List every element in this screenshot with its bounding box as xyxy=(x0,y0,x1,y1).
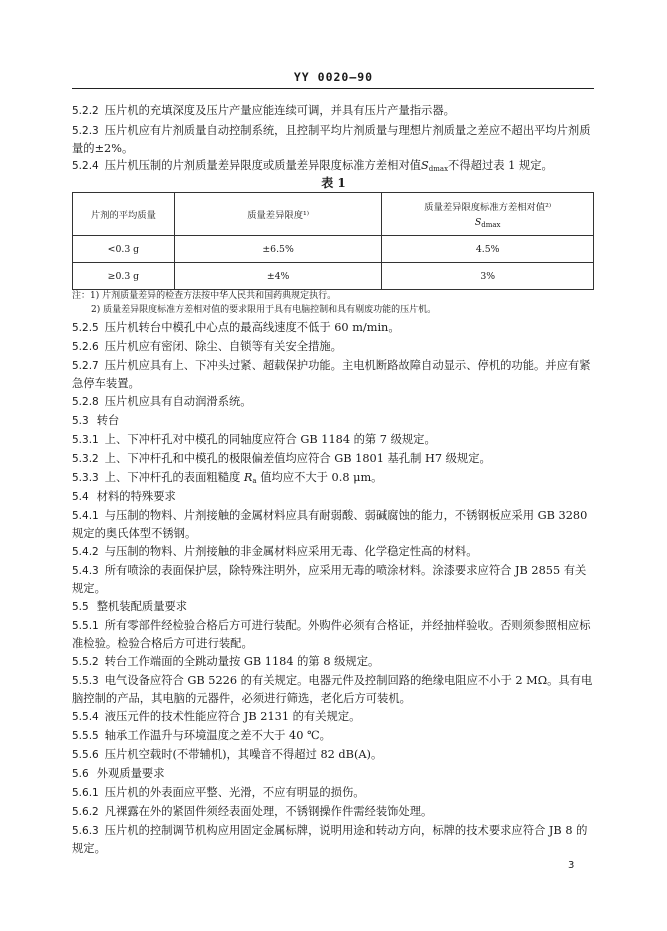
clause-5-5-6 xyxy=(72,746,596,764)
header-relative-sd-label: 质量差异限度标准方差相对值²⁾ xyxy=(424,202,552,213)
clause-text: 压片机转台中模孔中心点的最高线速度不低于 60 m/min。 xyxy=(104,321,400,334)
clause-text: 液压元件的技术性能应符合 JB 2131 的有关规定。 xyxy=(104,710,361,723)
clause-5-4-2 xyxy=(72,543,596,561)
clause-number: 5.5.2 xyxy=(72,656,99,668)
cell-sd: 3% xyxy=(382,263,594,290)
clause-text: 与压制的物料、片剂接触的金属材料应具有耐弱酸、弱碱腐蚀的能力，不锈钢板应采用 GB 3280 规定的奥氏体型不锈钢。 xyxy=(72,509,588,540)
clause-text: 压片机空载时(不带辅机)，其噪音不得超过 82 dB(A)。 xyxy=(104,748,383,761)
table-row xyxy=(73,263,594,290)
clause-5-5-4 xyxy=(72,708,596,726)
clause-text: 压片机应有密闭、除尘、自锁等有关安全措施。 xyxy=(104,340,342,353)
clause-number: 5.2.6 xyxy=(72,341,99,353)
clause-text: 所有零部件经检验合格后方可进行装配。外购件必须有合格证，并经抽样验收。否则须参照相应标准检验。检验合格后方可进行装配。 xyxy=(72,619,591,650)
clause-text: 上、下冲杆孔对中模孔的同轴度应符合 GB 1184 的第 7 级规定。 xyxy=(104,433,436,446)
clause-number: 5.4.1 xyxy=(72,510,99,522)
clause-text: 压片机的外表面应平整、光滑，不应有明显的损伤。 xyxy=(104,786,365,799)
header-average-mass: 片剂的平均质量 xyxy=(73,193,175,236)
table-header-row xyxy=(73,193,594,236)
section-title: 外观质量要求 xyxy=(96,767,165,780)
clause-number: 5.4.3 xyxy=(72,565,99,577)
table-note-1: 注：1) 片剂质量差异的检查方法按中华人民共和国药典规定执行。 xyxy=(72,291,337,301)
clause-number: 5.5.3 xyxy=(72,675,99,687)
clause-text-before: 压片机压制的片剂质量差异限度或质量差异限度标准方差相对值 xyxy=(104,159,422,172)
clause-number: 5.5.5 xyxy=(72,730,99,742)
page-number: 3 xyxy=(568,860,575,871)
symbol-s: S xyxy=(421,159,429,172)
clause-number: 5.5.4 xyxy=(72,711,99,723)
clause-5-4-3 xyxy=(72,562,596,597)
section-5-6 xyxy=(72,765,165,783)
table-note-2: 2) 质量差异限度标准方差相对值的要求限用于具有电脑控制和具有剔废功能的压片机。 xyxy=(91,305,437,315)
table-row xyxy=(73,236,594,263)
clause-5-3-1 xyxy=(72,431,596,449)
clause-text-before: 上、下冲杆孔的表面粗糙度 xyxy=(104,471,241,484)
clause-5-5-2 xyxy=(72,653,596,671)
clause-number: 5.2.8 xyxy=(72,396,99,408)
clause-5-2-6 xyxy=(72,338,596,356)
clause-5-3-2 xyxy=(72,450,596,468)
section-number: 5.3 xyxy=(72,415,89,427)
clause-text: 压片机的充填深度及压片产量应能连续可调，并具有压片产量指示器。 xyxy=(104,104,455,117)
section-title: 转台 xyxy=(96,414,120,427)
clause-text: 压片机的控制调节机构应用固定金属标牌，说明用途和转动方向，标牌的技术要求应符合 JB 8 的规定。 xyxy=(72,824,588,855)
cell-limit: ±6.5% xyxy=(174,236,382,263)
clause-text-after: 值均应不大于 0.8 μm。 xyxy=(260,471,383,484)
clause-number: 5.6.2 xyxy=(72,806,99,818)
clause-number: 5.3.3 xyxy=(72,472,99,484)
section-5-5 xyxy=(72,598,187,616)
clause-text: 与压制的物料、片剂接触的非金属材料应采用无毒、化学稳定性高的材料。 xyxy=(104,545,478,558)
section-5-4 xyxy=(72,488,176,506)
clause-number: 5.3.1 xyxy=(72,434,99,446)
clause-number: 5.2.4 xyxy=(72,160,99,172)
clause-text: 压片机应有片剂质量自动控制系统，且控制平均片剂质量与理想片剂质量之差应不超出平均片剂质量的±2%。 xyxy=(72,124,591,155)
clause-5-6-3 xyxy=(72,822,596,857)
cell-sd: 4.5% xyxy=(382,236,594,263)
header-rule xyxy=(72,88,594,89)
clause-text: 压片机应具有上、下冲头过紧、超载保护功能。主电机断路故障自动显示、停机的功能。并应有紧急停车装置。 xyxy=(72,359,591,390)
clause-5-5-1 xyxy=(72,617,596,652)
clause-5-2-7 xyxy=(72,357,596,392)
symbol-r: R xyxy=(243,471,253,484)
cell-mass: <0.3 g xyxy=(73,236,175,263)
header-mass-limit: 质量差异限度¹⁾ xyxy=(174,193,382,236)
cell-limit: ±4% xyxy=(174,263,382,290)
clause-5-6-1 xyxy=(72,784,596,802)
clause-5-2-8 xyxy=(72,393,596,411)
clause-text: 所有喷涂的表面保护层，除特殊注明外，应采用无毒的喷涂材料。涂漆要求应符合 JB 2855 有关规定。 xyxy=(72,564,587,595)
symbol-subscript: dmax xyxy=(428,165,449,173)
header-relative-sd xyxy=(382,193,594,236)
section-title: 整机装配质量要求 xyxy=(96,600,188,613)
section-number: 5.6 xyxy=(72,768,89,780)
clause-5-3-3 xyxy=(72,469,596,490)
section-number: 5.4 xyxy=(72,491,89,503)
clause-5-6-2 xyxy=(72,803,596,821)
header-symbol-subscript: dmax xyxy=(481,221,501,229)
section-5-3 xyxy=(72,412,119,430)
clause-5-5-3 xyxy=(72,672,596,707)
clause-5-4-1 xyxy=(72,507,596,542)
clause-text-after: 不得超过表 1 规定。 xyxy=(448,159,553,172)
table-caption: 表 1 xyxy=(321,176,346,190)
table-1 xyxy=(72,192,594,290)
cell-mass: ≥0.3 g xyxy=(73,263,175,290)
clause-5-5-5 xyxy=(72,727,596,745)
clause-number: 5.2.2 xyxy=(72,105,99,117)
clause-text: 凡裸露在外的紧固件须经表面处理，不锈钢操作件需经装饰处理。 xyxy=(104,805,433,818)
symbol-subscript: a xyxy=(252,477,257,485)
clause-number: 5.5.1 xyxy=(72,620,99,632)
clause-5-2-5 xyxy=(72,319,596,337)
clause-number: 5.6.1 xyxy=(72,787,99,799)
section-title: 材料的特殊要求 xyxy=(96,490,176,503)
clause-number: 5.6.3 xyxy=(72,825,99,837)
header-symbol: S xyxy=(474,217,482,228)
clause-number: 5.5.6 xyxy=(72,749,99,761)
clause-number: 5.4.2 xyxy=(72,546,99,558)
section-number: 5.5 xyxy=(72,601,89,613)
clause-number: 5.2.3 xyxy=(72,125,99,137)
clause-text: 转台工作端面的全跳动量按 GB 1184 的第 8 级规定。 xyxy=(104,655,380,668)
clause-5-2-3 xyxy=(72,122,596,157)
clause-5-2-2 xyxy=(72,102,596,120)
clause-text: 轴承工作温升与环境温度之差不大于 40 ℃。 xyxy=(104,729,331,742)
clause-text: 电气设备应符合 GB 5226 的有关规定。电器元件及控制回路的绝缘电阻应不小于 2 MΩ。具有电脑控制的产品，其电脑的元器件，必须进行筛选，老化后方可装机。 xyxy=(72,674,593,705)
clause-number: 5.3.2 xyxy=(72,453,99,465)
clause-number: 5.2.5 xyxy=(72,322,99,334)
clause-number: 5.2.7 xyxy=(72,360,99,372)
clause-text: 上、下冲杆孔和中模孔的极限偏差值均应符合 GB 1801 基孔制 H7 级规定。 xyxy=(104,452,491,465)
document-code: YY 0020—90 xyxy=(293,70,374,84)
clause-text: 压片机应具有自动润滑系统。 xyxy=(104,395,252,408)
